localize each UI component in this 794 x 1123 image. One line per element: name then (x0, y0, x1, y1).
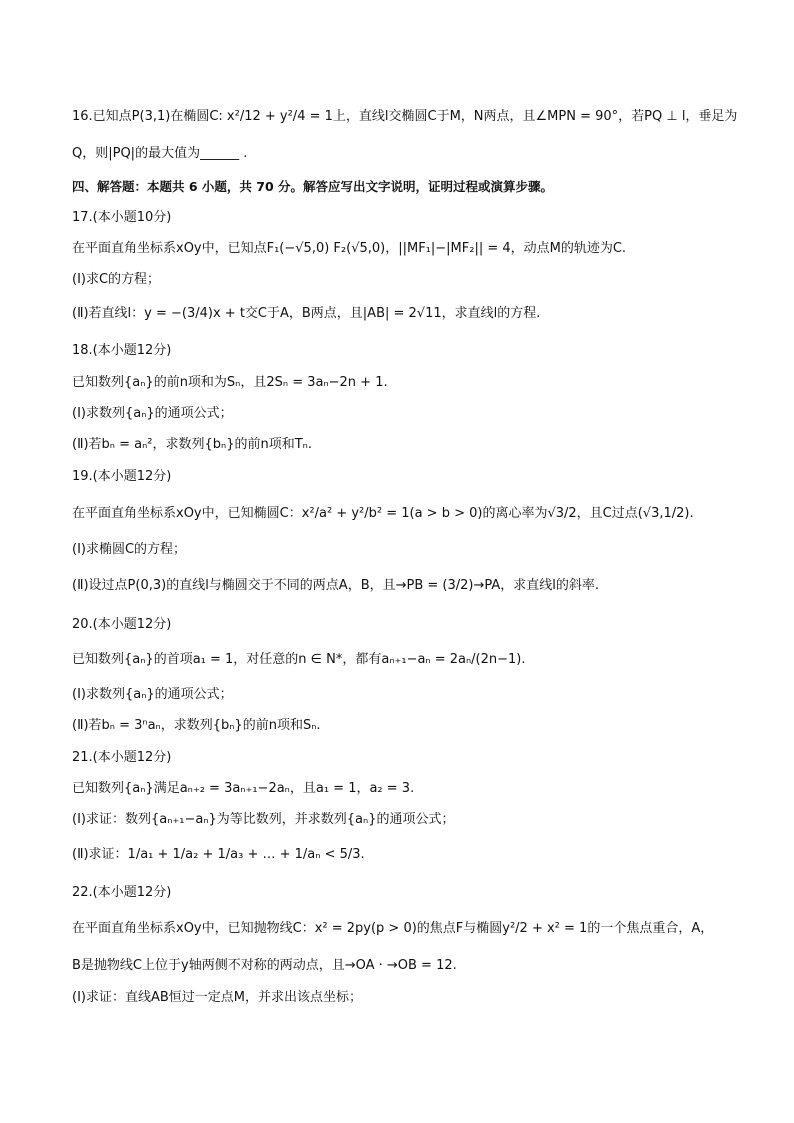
problem-20-part-1: (Ⅰ)求数列{aₙ}的通项公式； (72, 687, 233, 702)
problem-20-part-2: (Ⅱ)若bₙ = 3ⁿaₙ，求数列{bₙ}的前n项和Sₙ. (72, 718, 321, 733)
problem-20-statement: 已知数列{aₙ}的首项a₁ = 1，对任意的n ∈ N*，都有aₙ₊₁−aₙ = 2aₙ/(2n−1). (72, 652, 526, 667)
problem-18-title: 18.(本小题12分) (72, 343, 172, 358)
problem-22-part-1: (Ⅰ)求证：直线AB恒过一定点M，并求出该点坐标； (72, 990, 363, 1005)
problem-16-line-2: Q，则|PQ|的最大值为______ . (72, 146, 248, 161)
problem-21-part-2: (Ⅱ)求证：1/a₁ + 1/a₂ + 1/a₃ + … + 1/aₙ < 5/3. (72, 847, 365, 862)
problem-19-part-2: (Ⅱ)设过点P(0,3)的直线l与椭圆交于不同的两点A，B，且→PB = (3/2)→PA，求直线l的斜率. (72, 578, 600, 593)
problem-18-statement: 已知数列{aₙ}的前n项和为Sₙ，且2Sₙ = 3aₙ−2n + 1. (72, 375, 388, 390)
problem-17-part-2: (Ⅱ)若直线l：y = −(3/4)x + t交C于A，B两点，且|AB| = 2√11，求直线l的方程. (72, 306, 541, 321)
problem-17-statement: 在平面直角坐标系xOy中，已知点F₁(−√5,0) F₂(√5,0)，||MF₁|−|MF₂|| = 4，动点M的轨迹为C. (72, 241, 627, 256)
problem-19-part-1: (Ⅰ)求椭圆C的方程； (72, 542, 187, 557)
problem-17-part-1: (Ⅰ)求C的方程； (72, 272, 161, 287)
problem-18-part-1: (Ⅰ)求数列{aₙ}的通项公式； (72, 406, 233, 421)
problem-22-statement-2: B是抛物线C上位于y轴两侧不对称的两动点，且→OA · →OB = 12. (72, 958, 457, 973)
problem-17-title: 17.(本小题10分) (72, 210, 172, 225)
problem-21-part-1: (Ⅰ)求证：数列{aₙ₊₁−aₙ}为等比数列，并求数列{aₙ}的通项公式； (72, 812, 455, 827)
problem-20-title: 20.(本小题12分) (72, 617, 172, 632)
problem-19-statement: 在平面直角坐标系xOy中，已知椭圆C：x²/a² + y²/b² = 1(a > b > 0)的离心率为√3/2，且C过点(√3,1/2). (72, 506, 694, 521)
problem-19-title: 19.(本小题12分) (72, 469, 172, 484)
problem-21-statement: 已知数列{aₙ}满足aₙ₊₂ = 3aₙ₊₁−2aₙ，且a₁ = 1，a₂ = 3. (72, 781, 415, 796)
problem-21-title: 21.(本小题12分) (72, 750, 172, 765)
problem-22-title: 22.(本小题12分) (72, 885, 172, 900)
section-heading: 四、解答题：本题共 6 小题，共 70 分。解答应写出文字说明，证明过程或演算步骤。 (72, 179, 554, 194)
problem-22-statement-1: 在平面直角坐标系xOy中，已知抛物线C：x² = 2py(p > 0)的焦点F与椭圆y²/2 + x² = 1的一个焦点重合，A， (72, 921, 714, 936)
problem-18-part-2: (Ⅱ)若bₙ = aₙ²，求数列{bₙ}的前n项和Tₙ. (72, 437, 312, 452)
problem-16-line-1: 16.已知点P(3,1)在椭圆C: x²/12 + y²/4 = 1上，直线l交椭圆C于M，N两点，且∠MPN = 90°，若PQ ⊥ l，垂足为 (72, 109, 738, 124)
